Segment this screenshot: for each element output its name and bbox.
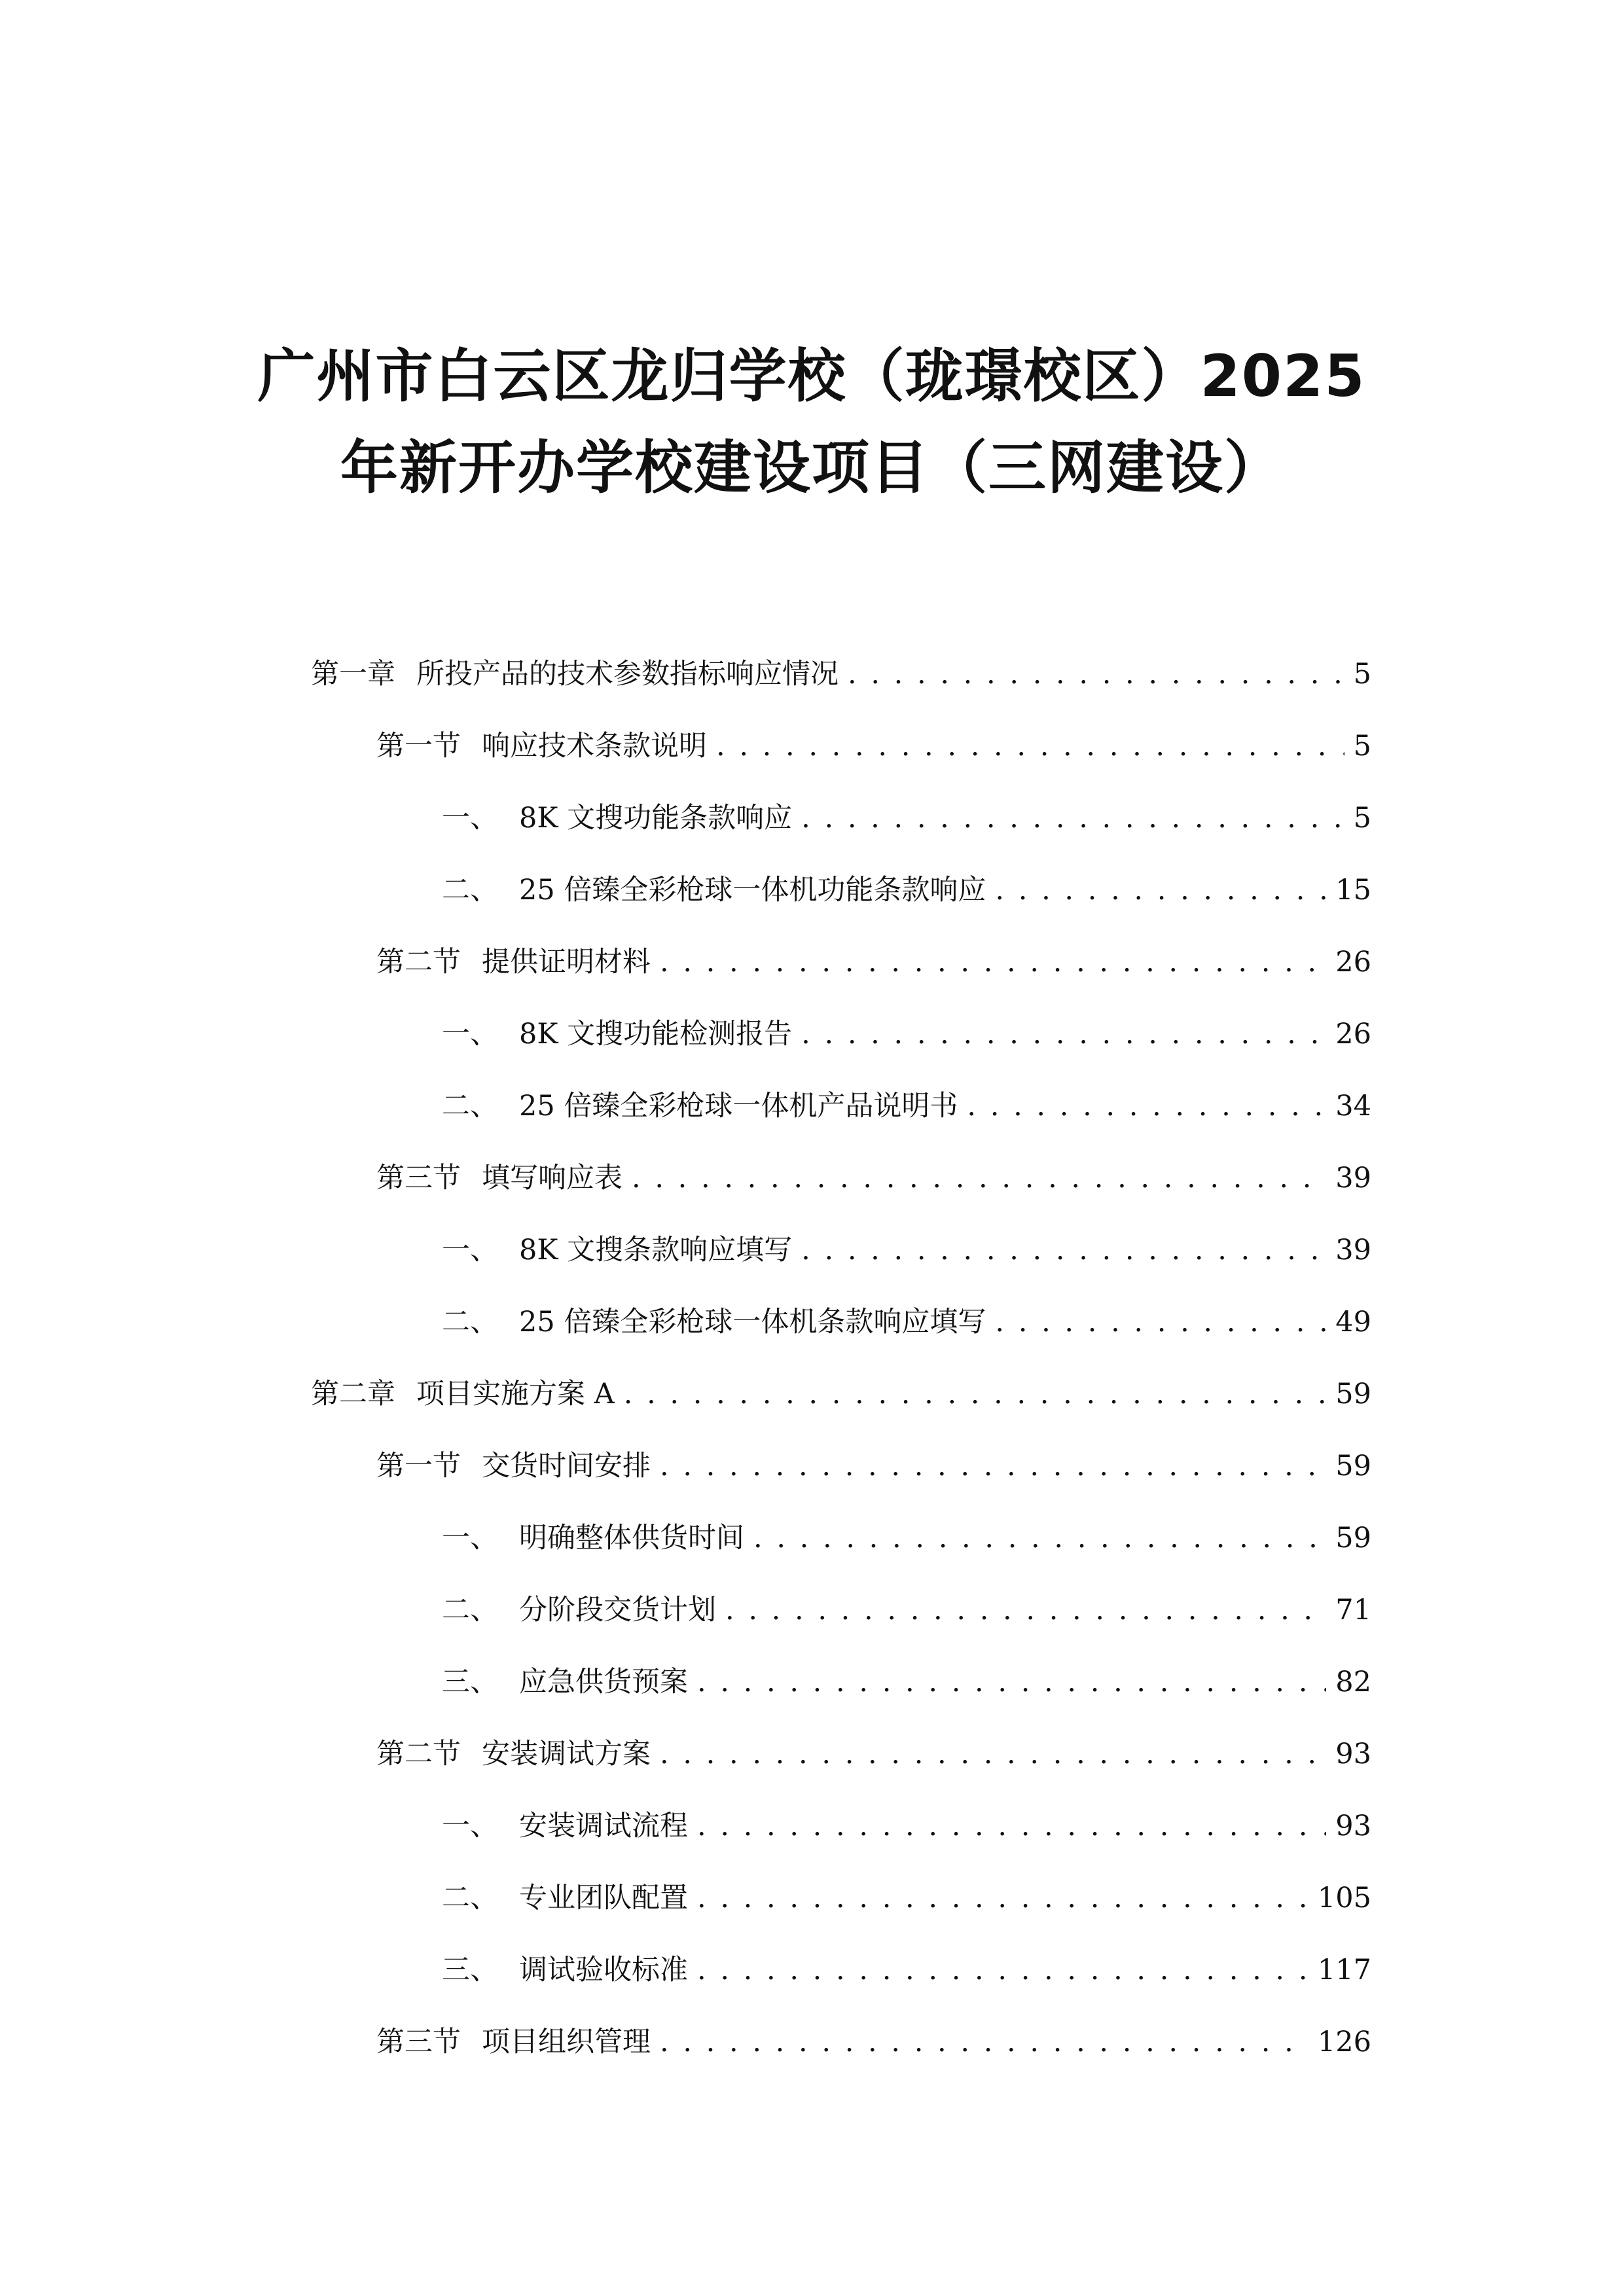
toc-entry[interactable] [376,1728,1371,1774]
toc-entry[interactable] [442,1224,1371,1270]
toc-entry-number: 第一节 [376,730,461,762]
toc-entry-page: 126 [1317,2026,1371,2058]
toc-entry-number: 一、 [442,802,498,834]
toc-leader-dots [995,1302,1326,1342]
toc-entry[interactable] [442,1080,1371,1126]
document-title [157,331,1466,514]
toc-entry-number: 一、 [442,1522,498,1554]
toc-entry-page: 117 [1317,1954,1371,1986]
toc-entry-number: 第二节 [376,946,461,978]
toc-entry[interactable] [376,936,1371,982]
toc-entry-number: 第二节 [376,1738,461,1770]
toc-entry-page: 5 [1353,658,1371,691]
toc-entry-page: 59 [1335,1522,1371,1554]
toc-entry-text: 25 倍臻全彩枪球一体机条款响应填写 [519,1306,986,1338]
toc-entry-page: 59 [1335,1450,1371,1482]
toc-entry[interactable] [442,1512,1371,1558]
toc-entry-page: 82 [1335,1666,1371,1698]
toc-leader-dots [725,1590,1326,1630]
toc-entry-page: 34 [1335,1090,1371,1122]
toc-entry[interactable] [442,792,1371,838]
toc-leader-dots [716,726,1344,766]
toc-leader-dots [697,1806,1326,1846]
toc-entry[interactable] [376,720,1371,766]
toc-leader-dots [624,1374,1327,1414]
toc-entry-page: 39 [1335,1162,1371,1194]
toc-entry-text: 所投产品的技术参数指标响应情况 [416,658,839,691]
toc-entry[interactable] [311,1368,1371,1414]
toc-entry-number: 一、 [442,1234,498,1266]
toc-entry[interactable] [376,1152,1371,1198]
toc-entry-number: 二、 [442,1594,498,1626]
toc-leader-dots [660,942,1326,982]
toc-entry-page: 26 [1335,1018,1371,1050]
toc-entry-page: 71 [1335,1594,1371,1626]
toc-entry[interactable] [376,2016,1371,2062]
toc-entry-text: 分阶段交货计划 [519,1594,716,1626]
toc-entry[interactable] [376,1440,1371,1486]
toc-entry-number: 一、 [442,1018,498,1050]
toc-entry-text: 提供证明材料 [482,946,651,978]
toc-entry-text: 项目实施方案 A [416,1378,615,1410]
toc-entry-page: 49 [1335,1306,1371,1338]
toc-entry-number: 三、 [442,1954,498,1986]
toc-entry-number: 第三节 [376,2026,461,2058]
toc-entry-number: 三、 [442,1666,498,1698]
toc-leader-dots [697,1950,1308,1990]
toc-entry-page: 5 [1353,730,1371,762]
toc-entry-page: 105 [1317,1882,1371,1914]
toc-entry-page: 39 [1335,1234,1371,1266]
toc-leader-dots [660,1734,1326,1774]
toc-entry-number: 第一章 [311,658,395,691]
toc-entry[interactable] [442,1008,1371,1054]
toc-entry-text: 交货时间安排 [482,1450,651,1482]
toc-entry-text: 明确整体供货时间 [519,1522,744,1554]
toc-leader-dots [801,1230,1326,1270]
toc-leader-dots [660,2022,1308,2062]
toc-entry[interactable] [442,1872,1371,1918]
toc-leader-dots [697,1878,1308,1918]
toc-entry[interactable] [442,1656,1371,1702]
toc-leader-dots [697,1662,1326,1702]
toc-entry[interactable] [442,1296,1371,1342]
toc-leader-dots [848,655,1344,694]
toc-leader-dots [967,1086,1326,1126]
toc-leader-dots [801,1014,1326,1054]
toc-entry[interactable] [442,1584,1371,1630]
toc-entry-page: 5 [1353,802,1371,834]
toc-entry[interactable] [442,864,1371,910]
toc-entry-text: 应急供货预案 [519,1666,688,1698]
toc-entry-number: 第二章 [311,1378,395,1410]
toc-entry-number: 二、 [442,1306,498,1338]
title-line-1: 广州市白云区龙归学校（珑璟校区）2025 [257,342,1366,410]
toc-entry-text: 25 倍臻全彩枪球一体机功能条款响应 [519,874,986,906]
toc-entry-page: 26 [1335,946,1371,978]
toc-entry-text: 项目组织管理 [482,2026,651,2058]
toc-leader-dots [753,1518,1326,1558]
toc-entry-text: 8K 文搜功能检测报告 [519,1018,793,1050]
toc-entry-text: 响应技术条款说明 [482,730,707,762]
toc-leader-dots [660,1446,1326,1486]
toc-entry-text: 8K 文搜条款响应填写 [519,1234,793,1266]
toc-entry[interactable] [442,1944,1371,1990]
toc-entry-text: 8K 文搜功能条款响应 [519,802,793,834]
toc-entry[interactable] [442,1800,1371,1846]
toc-entry-number: 二、 [442,874,498,906]
toc-entry-page: 93 [1335,1738,1371,1770]
title-line-2: 年新开办学校建设项目（三网建设） [340,434,1283,501]
toc-entry[interactable] [311,648,1371,694]
toc-leader-dots [995,870,1326,910]
toc-entry-text: 安装调试流程 [519,1810,688,1842]
toc-entry-number: 第三节 [376,1162,461,1194]
toc-entry-text: 25 倍臻全彩枪球一体机产品说明书 [519,1090,958,1122]
toc-entry-page: 93 [1335,1810,1371,1842]
toc-entry-number: 一、 [442,1810,498,1842]
toc-leader-dots [801,798,1344,838]
toc-entry-page: 59 [1335,1378,1371,1410]
toc-entry-number: 二、 [442,1882,498,1914]
toc-leader-dots [632,1158,1326,1198]
toc-entry-text: 调试验收标准 [519,1954,688,1986]
toc-entry-number: 第一节 [376,1450,461,1482]
toc-entry-number: 二、 [442,1090,498,1122]
toc-entry-page: 15 [1335,874,1371,906]
toc-entry-text: 专业团队配置 [519,1882,688,1914]
toc-entry-text: 安装调试方案 [482,1738,651,1770]
toc-entry-text: 填写响应表 [482,1162,623,1194]
